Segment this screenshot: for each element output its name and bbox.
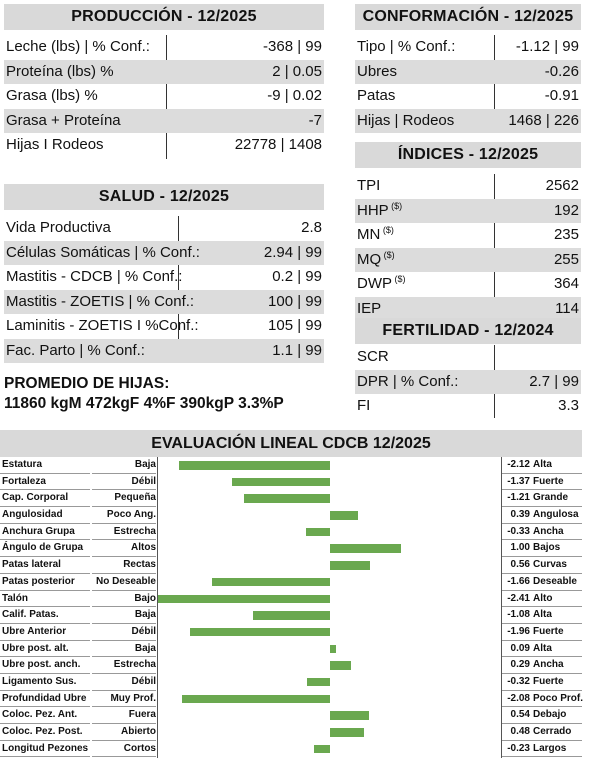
promedio-hijas (4, 374, 284, 414)
salud-row-label: Mastitis - ZOETIS | % Conf.: (6, 292, 195, 310)
salud-row-value: 100 | 99 (268, 292, 322, 310)
lineal-high-label: Ancha (533, 659, 564, 671)
fertilidad-row-value: 3.3 (558, 397, 579, 414)
conformacion-row (355, 84, 581, 109)
salud-row-value: 1.1 | 99 (272, 341, 322, 359)
salud-header: SALUD - 12/2025 (4, 184, 324, 210)
lineal-trait: Ubre post. alt. (2, 642, 69, 654)
lineal-row (0, 674, 582, 691)
lineal-trait: Anchura Grupa (2, 525, 75, 537)
lineal-trait: Ubre post. anch. (2, 659, 81, 671)
promedio-text: 11860 kgM 472kgF 4%F 390kgP 3.3%P (4, 395, 284, 412)
fertilidad-row-label: SCR (357, 348, 389, 365)
lineal-low-label: Fuera (128, 709, 156, 721)
lineal-trait: Estatura (2, 459, 43, 470)
lineal-high-label: Bajos (533, 542, 561, 554)
lineal-value: -1.08 (507, 609, 530, 621)
lineal-high-label: Alta (533, 459, 552, 470)
salud-row-label: Células Somáticas | % Conf.: (6, 243, 200, 261)
indices-row-label: MN ($) (357, 225, 394, 243)
lineal-row (0, 574, 582, 591)
salud-table (4, 216, 324, 363)
lineal-value: 0.54 (510, 709, 530, 721)
lineal-row (0, 591, 582, 608)
lineal-header: EVALUACIÓN LINEAL CDCB 12/2025 (0, 430, 582, 457)
produccion-row (4, 109, 324, 134)
produccion-row-value: -9 | 0.02 (267, 87, 322, 104)
fertilidad-row (355, 370, 581, 395)
lineal-bar (330, 544, 401, 553)
produccion-row-label: Leche (lbs) | % Conf.: (6, 38, 150, 55)
conformacion-table (355, 35, 581, 133)
lineal-row (0, 741, 582, 758)
lineal-trait: Coloc. Pez. Post. (2, 726, 83, 737)
lineal-bar (158, 595, 330, 604)
lineal-trait: Talón (2, 592, 28, 604)
lineal-trait: Cap. Corporal (2, 492, 69, 504)
lineal-trait: Ángulo de Grupa (2, 542, 84, 554)
lineal-low-label: Débil (131, 475, 156, 487)
indices-header: ÍNDICES - 12/2025 (355, 142, 581, 168)
lineal-trait: Calif. Patas. (2, 609, 59, 621)
conformacion-row-value: -0.26 (544, 62, 579, 80)
indices-row (355, 199, 581, 224)
lineal-row (0, 691, 582, 708)
indices-row (355, 272, 581, 297)
lineal-high-label: Grande (533, 492, 569, 504)
indices-table (355, 174, 581, 321)
lineal-high-label: Alta (533, 609, 552, 621)
lineal-value: 0.09 (510, 642, 530, 654)
lineal-row (0, 724, 582, 741)
lineal-value: -0.23 (507, 742, 530, 754)
evaluacion-lineal (0, 430, 582, 757)
lineal-row (0, 624, 582, 641)
conformacion-row-value: 1468 | 226 (508, 111, 579, 129)
lineal-low-label: Abierto (121, 726, 156, 737)
row-underline (502, 756, 582, 757)
lineal-axis-line (157, 457, 158, 758)
indices-row-label: IEP (357, 299, 382, 317)
lineal-bar (330, 728, 364, 737)
lineal-row (0, 657, 582, 674)
lineal-trait: Patas posterior (2, 575, 75, 587)
lineal-low-label: Baja (134, 609, 156, 621)
salud-row-label: Vida Productiva (6, 219, 111, 236)
produccion-row (4, 133, 324, 158)
salud-row (4, 241, 324, 266)
lineal-low-label: Altos (131, 542, 156, 554)
lineal-low-label: Rectas (123, 559, 156, 571)
salud-row (4, 290, 324, 315)
produccion-row (4, 60, 324, 85)
lineal-bar (182, 695, 330, 704)
lineal-value: -0.32 (507, 675, 530, 687)
lineal-high-label: Fuerte (533, 675, 564, 687)
lineal-high-label: Debajo (533, 709, 567, 721)
salud-row-label: Mastitis - CDCB | % Conf.: (6, 268, 183, 285)
conformacion-row-label: Hijas | Rodeos (357, 111, 455, 129)
lineal-trait: Angulosidad (2, 509, 63, 521)
produccion-header: PRODUCCIÓN - 12/2025 (4, 4, 324, 30)
lineal-low-label: Baja (134, 642, 156, 654)
salud-row-value: 2.8 (301, 219, 322, 236)
produccion-row-label: Grasa + Proteína (6, 111, 121, 129)
produccion-row-value: 2 | 0.05 (272, 62, 322, 80)
lineal-value: -1.21 (507, 492, 530, 504)
lineal-high-label: Alto (533, 592, 553, 604)
lineal-row (0, 641, 582, 658)
lineal-row (0, 540, 582, 557)
salud-row (4, 216, 324, 241)
lineal-row (0, 707, 582, 724)
lineal-bar (330, 645, 336, 654)
lineal-bar (190, 628, 330, 637)
indices-row-label: DWP ($) (357, 274, 406, 292)
lineal-low-label: Estrecha (113, 525, 156, 537)
indices-row-value: 114 (555, 299, 579, 317)
fertilidad-row (355, 345, 581, 370)
produccion-row-label: Proteína (lbs) % (6, 62, 114, 80)
lineal-trait: Longitud Pezones (2, 742, 89, 754)
lineal-low-label: Débil (131, 625, 156, 637)
lineal-bar (330, 561, 370, 570)
lineal-bar (306, 528, 330, 537)
lineal-trait: Patas lateral (2, 559, 61, 571)
salud-row-label: Laminitis - ZOETIS I %Conf.: (6, 317, 199, 334)
produccion-row (4, 35, 324, 60)
lineal-low-label: No Deseable (95, 575, 156, 587)
lineal-row (0, 490, 582, 507)
lineal-high-label: Cerrado (533, 726, 572, 737)
indices-row-value: 364 (553, 275, 579, 292)
lineal-trait: Profundidad Ubre (2, 692, 87, 704)
conformacion-row-value: -0.91 (544, 87, 579, 104)
indices-row (355, 223, 581, 248)
indices-row-label: TPI (357, 177, 381, 194)
lineal-bar (253, 611, 330, 620)
lineal-high-label: Poco Prof. (533, 692, 584, 704)
lineal-rows (0, 457, 582, 757)
indices-row-sup: ($) (388, 200, 403, 211)
indices-row (355, 248, 581, 273)
lineal-high-label: Largos (533, 742, 567, 754)
lineal-row (0, 507, 582, 524)
lineal-low-label: Baja (134, 459, 156, 470)
lineal-low-label: Muy Prof. (110, 692, 156, 704)
indices-row-value: 2562 (545, 177, 579, 194)
fertilidad-row-label: DPR | % Conf.: (357, 372, 459, 390)
lineal-value: 0.39 (510, 509, 530, 521)
lineal-low-label: Pequeña (114, 492, 156, 504)
lineal-value: -1.37 (507, 475, 530, 487)
promedio-title: PROMEDIO DE HIJAS: (4, 375, 170, 392)
produccion-row-label: Hijas I Rodeos (6, 136, 104, 153)
indices-row (355, 174, 581, 199)
lineal-low-label: Cortos (123, 742, 156, 754)
lineal-trait: Coloc. Pez. Ant. (2, 709, 78, 721)
salud-row (4, 339, 324, 364)
fertilidad-table (355, 345, 581, 419)
produccion-row-value: 22778 | 1408 (234, 136, 322, 153)
lineal-bar (179, 461, 330, 470)
salud-row (4, 265, 324, 290)
lineal-value: 1.00 (510, 542, 530, 554)
lineal-bar (307, 678, 330, 687)
lineal-high-label: Deseable (533, 575, 577, 587)
lineal-trait: Ubre Anterior (2, 625, 67, 637)
lineal-value: -1.66 (507, 575, 530, 587)
lineal-bar (314, 745, 330, 754)
lineal-high-label: Alta (533, 642, 552, 654)
produccion-row-value: -7 (308, 111, 322, 129)
lineal-high-label: Angulosa (533, 509, 579, 521)
fertilidad-header: FERTILIDAD - 12/2024 (355, 318, 581, 344)
lineal-bar (330, 511, 358, 520)
conformacion-row (355, 109, 581, 134)
lineal-value: -2.41 (507, 592, 530, 604)
indices-row-sup: ($) (392, 274, 406, 284)
conformacion-header: CONFORMACIÓN - 12/2025 (355, 4, 581, 30)
row-underline (92, 756, 156, 757)
conformacion-row-value: -1.12 | 99 (515, 38, 579, 55)
lineal-row (0, 474, 582, 491)
produccion-row (4, 84, 324, 109)
lineal-high-label: Ancha (533, 525, 564, 537)
lineal-value: 0.29 (510, 659, 530, 671)
row-underline (0, 756, 90, 757)
lineal-value: 0.48 (510, 726, 530, 737)
lineal-value: -2.08 (507, 692, 530, 704)
fertilidad-row (355, 394, 581, 419)
salud-row-label: Fac. Parto | % Conf.: (6, 341, 145, 359)
salud-row-value: 105 | 99 (268, 317, 322, 334)
salud-row-value: 0.2 | 99 (272, 268, 322, 285)
conformacion-row (355, 60, 581, 85)
indices-row-value: 255 (553, 250, 579, 268)
lineal-bar (212, 578, 330, 587)
indices-row-sup: ($) (380, 225, 394, 235)
lineal-bar (232, 478, 330, 487)
lineal-trait: Fortaleza (2, 475, 46, 487)
produccion-table (4, 35, 324, 158)
indices-row-value: 235 (553, 226, 579, 243)
lineal-bar (330, 661, 351, 670)
indices-row-value: 192 (553, 201, 579, 219)
indices-row-label: HHP ($) (357, 200, 403, 219)
lineal-low-label: Débil (131, 675, 156, 687)
conformacion-row-label: Ubres (357, 62, 398, 80)
lineal-high-label: Fuerte (533, 625, 564, 637)
produccion-row-value: -368 | 99 (263, 38, 322, 55)
lineal-axis-line (501, 457, 502, 758)
conformacion-row (355, 35, 581, 60)
lineal-bar (330, 711, 369, 720)
conformacion-row-label: Tipo | % Conf.: (357, 38, 456, 55)
fertilidad-row-value: 2.7 | 99 (529, 372, 579, 390)
lineal-value: -1.96 (507, 625, 530, 637)
lineal-low-label: Estrecha (113, 659, 156, 671)
indices-row-label: MQ ($) (357, 249, 395, 268)
produccion-row-label: Grasa (lbs) % (6, 87, 98, 104)
lineal-trait: Ligamento Sus. (2, 675, 77, 687)
lineal-row (0, 457, 582, 474)
lineal-value: 0.56 (510, 559, 530, 571)
lineal-high-label: Curvas (533, 559, 567, 571)
salud-row (4, 314, 324, 339)
lineal-row (0, 607, 582, 624)
conformacion-row-label: Patas (357, 87, 396, 104)
lineal-row (0, 557, 582, 574)
lineal-low-label: Bajo (134, 592, 156, 604)
lineal-row (0, 524, 582, 541)
lineal-bar (244, 494, 330, 503)
lineal-value: -2.12 (507, 459, 530, 470)
indices-row-sup: ($) (381, 249, 395, 260)
salud-row-value: 2.94 | 99 (263, 243, 322, 261)
lineal-low-label: Poco Ang. (106, 509, 156, 521)
fertilidad-row-label: FI (357, 397, 371, 414)
lineal-high-label: Fuerte (533, 475, 564, 487)
lineal-value: -0.33 (507, 525, 530, 537)
